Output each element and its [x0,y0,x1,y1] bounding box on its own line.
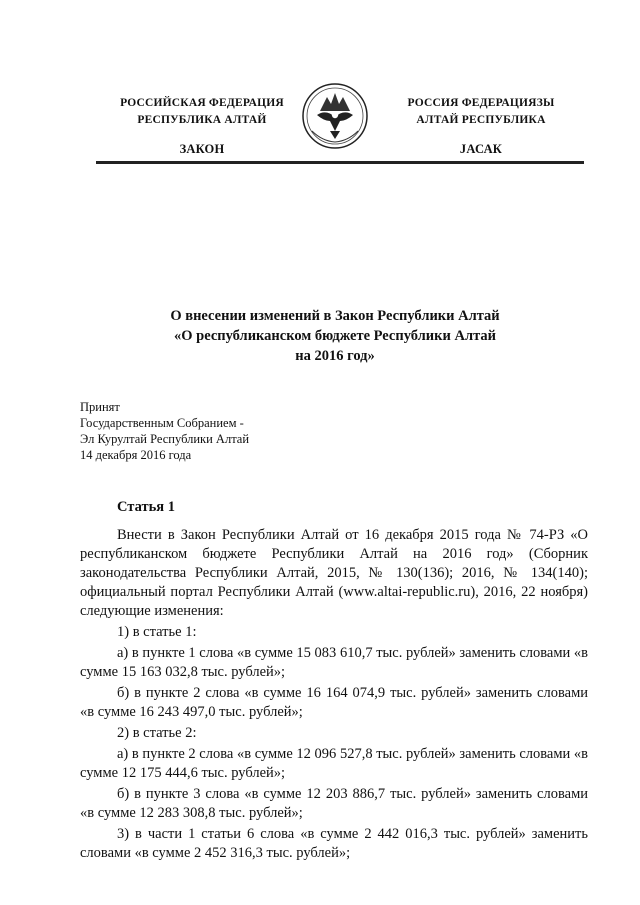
coat-of-arms-emblem [300,81,370,151]
adoption-line: Эл Курултай Республики Алтай [80,432,250,446]
header-left-country: РОССИЙСКАЯ ФЕДЕРАЦИЯ [120,97,284,109]
article-paragraph: Внести в Закон Республики Алтай от 16 декабря 2015 года № 74-РЗ «О республиканском бюджете Республики Алтай на 2016 год» (Сборник законодательства Республики Алтай, 2015, № 130(136); 2016, № 134(140); официальный портал Республики Алтай (www.altai-republic.ru), 2016, 22 ноября) следующие изменения: [80,527,588,619]
adoption-line: Государственным Собранием - [80,416,244,430]
article-paragraph: 2) в статье 2: [117,725,197,741]
article-paragraph: б) в пункте 3 слова «в сумме 12 203 886,7 тыс. рублей» заменить словами «в сумме 12 283 308,8 тыс. рублей»; [80,786,588,821]
header-divider [96,161,584,164]
article-body [80,526,588,865]
header-right-country: РОССИЯ ФЕДЕРАЦИЯЗЫ [407,97,555,109]
article-paragraph: 3) в части 1 статьи 6 слова «в сумме 2 442 016,3 тыс. рублей» заменить словами «в сумме 2 452 316,3 тыс. рублей»; [80,826,588,861]
law-title-line: «О республиканском бюджете Республики Алтай [173,328,496,344]
header-right-republic: АЛТАЙ РЕСПУБЛИКА [416,114,546,126]
law-title-line: на 2016 год» [295,348,375,364]
law-title [80,306,590,366]
adoption-line: Принят [80,400,120,414]
adoption-date: 14 декабря 2016 года [80,448,192,462]
header-right [381,95,581,158]
article-paragraph: 1) в статье 1: [117,624,197,640]
article-paragraph: а) в пункте 2 слова «в сумме 12 096 527,8 тыс. рублей» заменить словами «в сумме 12 175 444,6 тыс. рублей»; [80,746,588,781]
article-paragraph: а) в пункте 1 слова «в сумме 15 083 610,7 тыс. рублей» заменить словами «в сумме 15 163 032,8 тыс. рублей»; [80,645,588,680]
header-left [102,95,302,158]
law-title-line: О внесении изменений в Закон Республики Алтай [170,308,500,324]
article-heading: Статья 1 [117,499,175,515]
adoption-block [80,399,380,463]
header-left-doc-type: ЗАКОН [179,142,225,156]
header-right-doc-type: JАСАК [459,142,503,156]
header-left-republic: РЕСПУБЛИКА АЛТАЙ [137,114,267,126]
article-paragraph: б) в пункте 2 слова «в сумме 16 164 074,9 тыс. рублей» заменить словами «в сумме 16 243 497,0 тыс. рублей»; [80,685,588,720]
